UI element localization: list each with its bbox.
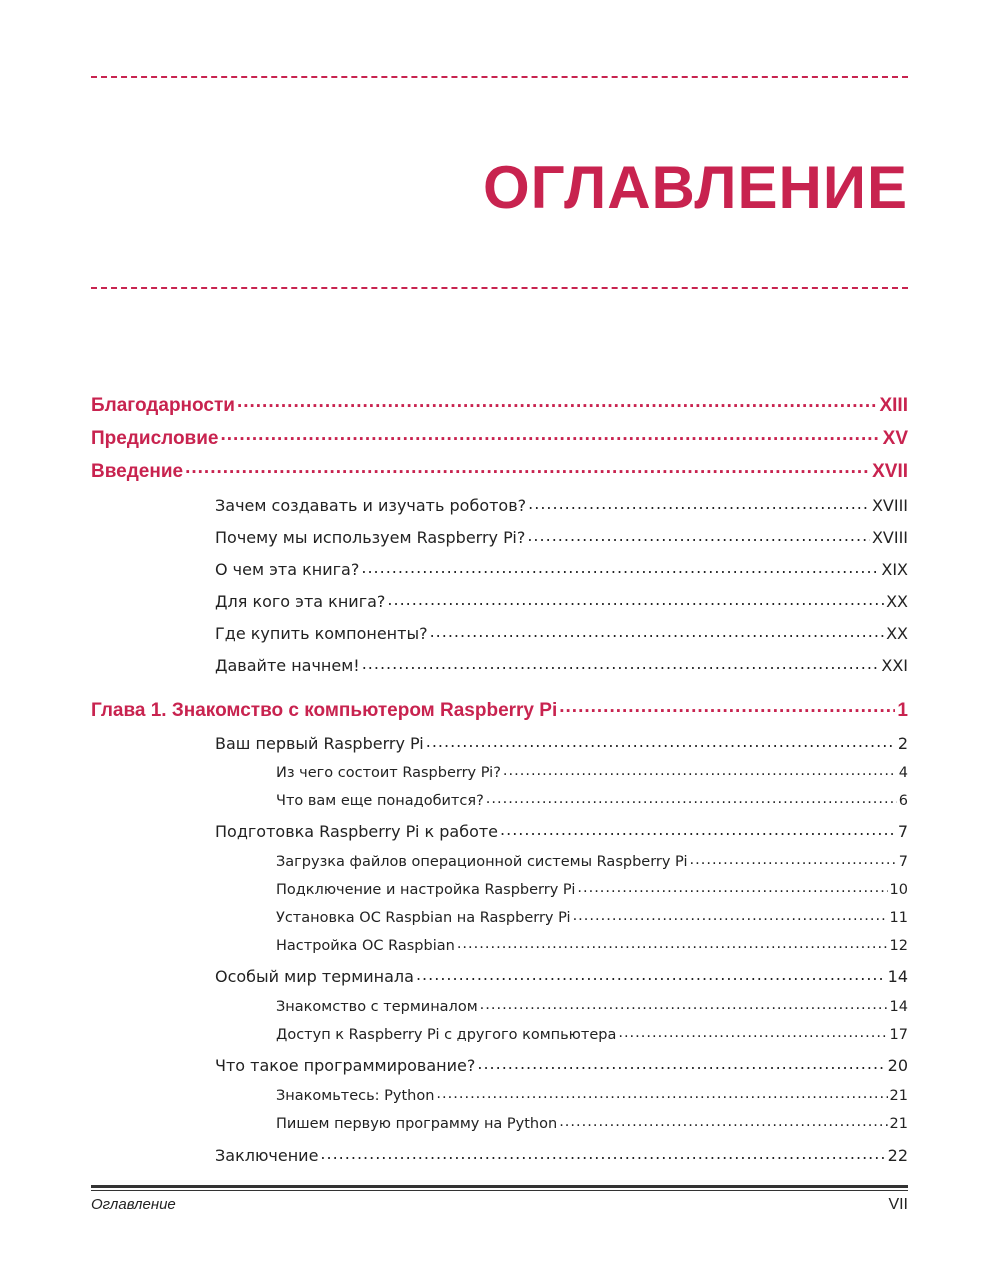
toc-entry-introduction[interactable]: Введение ..... XVII	[91, 458, 908, 483]
top-dashed-rule	[91, 76, 908, 78]
toc-subentry[interactable]: Установка ОС Raspbian на Raspberry Pi ..... 11	[276, 907, 908, 926]
toc-subentry[interactable]: Что вам еще понадобится? ..... 6	[276, 790, 908, 809]
toc-subentry[interactable]: Знакомство с терминалом ..... 14	[276, 996, 908, 1015]
toc-entry-foreword[interactable]: Предисловие ..... XV	[91, 425, 908, 450]
title-dashed-rule	[91, 287, 908, 289]
toc-subentry[interactable]: Загрузка файлов операционной системы Raspberry Pi ..... 7	[276, 851, 908, 870]
page-number: VII	[888, 1196, 908, 1213]
footer-rule-thin	[91, 1190, 908, 1191]
toc-entry-acknowledgements[interactable]: Благодарности ..... XIII	[91, 392, 908, 417]
running-footer-section: Оглавление	[91, 1196, 176, 1213]
toc-entry[interactable]: Что такое программирование? ..... 20	[215, 1055, 908, 1075]
toc-entry[interactable]: Подготовка Raspberry Pi к работе ..... 7	[215, 821, 908, 841]
page-title: ОГЛАВЛЕНИЕ	[482, 154, 908, 221]
toc-entry[interactable]: Ваш первый Raspberry Pi ..... 2	[215, 733, 908, 753]
toc-entry[interactable]: Для кого эта книга? ..... XX	[215, 591, 908, 611]
toc-entry[interactable]: Давайте начнем! ..... XXI	[215, 655, 908, 675]
footer-rule	[91, 1185, 908, 1188]
toc-entry[interactable]: Особый мир терминала ..... 14	[215, 966, 908, 986]
toc-subentry[interactable]: Настройка ОС Raspbian ..... 12	[276, 935, 908, 954]
toc-subentry[interactable]: Знакомьтесь: Python ..... 21	[276, 1085, 908, 1104]
toc-subentry[interactable]: Доступ к Raspberry Pi с другого компьютера ..... 17	[276, 1024, 908, 1043]
toc-entry[interactable]: Почему мы используем Raspberry Pi? ..... XVIII	[215, 527, 908, 547]
toc-subentry[interactable]: Подключение и настройка Raspberry Pi ..... 10	[276, 879, 908, 898]
toc-entry[interactable]: Где купить компоненты? ..... XX	[215, 623, 908, 643]
toc-chapter-1[interactable]: Глава 1. Знакомство с компьютером Raspberry Pi ..... 1	[91, 697, 908, 722]
toc-entry[interactable]: О чем эта книга? ..... XIX	[215, 559, 908, 579]
toc-subentry[interactable]: Пишем первую программу на Python ..... 21	[276, 1113, 908, 1132]
toc-entry[interactable]: Зачем создавать и изучать роботов? ..... XVIII	[215, 495, 908, 515]
toc-entry[interactable]: Заключение ..... 22	[215, 1145, 908, 1165]
toc-subentry[interactable]: Из чего состоит Raspberry Pi? ..... 4	[276, 762, 908, 781]
